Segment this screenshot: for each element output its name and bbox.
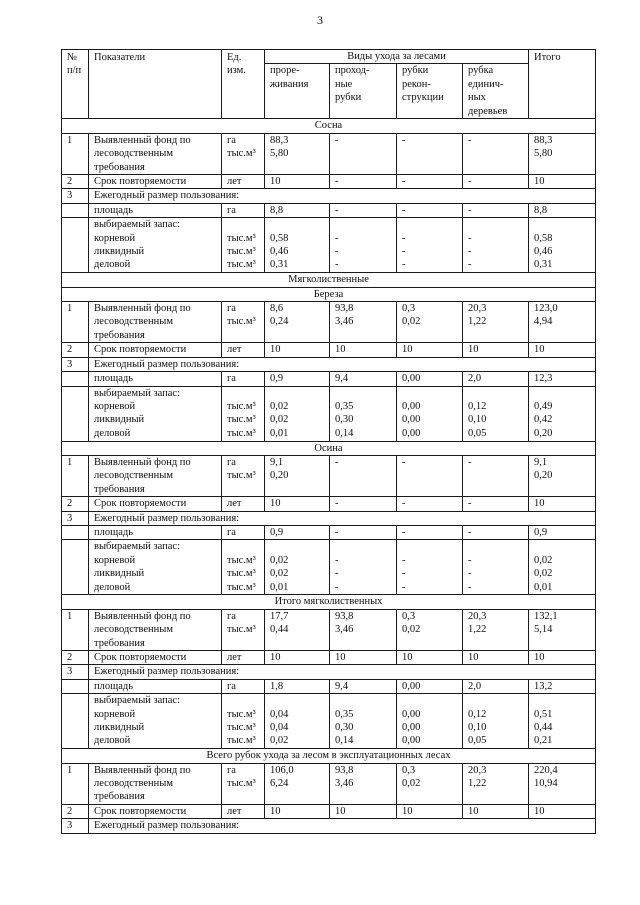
row-number: 1 [62, 133, 89, 174]
row-value: - [463, 525, 529, 539]
row-unit: лет [222, 497, 265, 511]
header-row-top [62, 50, 596, 64]
row-label: площадь [89, 372, 222, 386]
row-value: 10 [265, 804, 330, 818]
row-unit: лет [222, 804, 265, 818]
row-label: Срок повторяемости [89, 343, 222, 357]
row-value: 0,02 0,02 0,01 [265, 540, 330, 595]
row-value: 0,3 0,02 [397, 763, 463, 804]
row-value: - [330, 525, 397, 539]
table-row [62, 763, 596, 804]
row-value: 106,0 6,24 [265, 763, 330, 804]
row-value: 1,8 [265, 679, 330, 693]
row-number [62, 203, 89, 217]
row-number: 2 [62, 497, 89, 511]
row-label: выбираемый запас: корневой ликвидный деловой [89, 386, 222, 441]
row-number: 3 [62, 665, 89, 679]
row-unit: лет [222, 175, 265, 189]
table-row [62, 455, 596, 496]
section-row [62, 287, 596, 301]
row-value: 0,3 0,02 [397, 302, 463, 343]
row-total: 12,3 [529, 372, 596, 386]
row-unit: га тыс.м³ [222, 609, 265, 650]
row-value: 9,1 0,20 [265, 455, 330, 496]
row-label: площадь [89, 203, 222, 217]
row-label: выбираемый запас: корневой ликвидный деловой [89, 540, 222, 595]
row-unit: тыс.м³ тыс.м³ тыс.м³ [222, 386, 265, 441]
row-total: 9,1 0,20 [529, 455, 596, 496]
row-value: - [463, 455, 529, 496]
row-value: 8,8 [265, 203, 330, 217]
row-unit: га тыс.м³ [222, 302, 265, 343]
row-value: 0,3 0,02 [397, 609, 463, 650]
header-types-title: Виды ухода за лесами [265, 50, 529, 64]
row-value: - - - [330, 218, 397, 273]
row-label: Ежегодный размер пользования: [89, 819, 596, 833]
section-title: Итого мягколиственных [62, 595, 596, 609]
row-total: 10 [529, 650, 596, 664]
row-unit: га [222, 679, 265, 693]
header-type-passage-cutting: проход- ные рубки [330, 64, 397, 119]
row-value: - [463, 497, 529, 511]
table-row [62, 372, 596, 386]
row-unit: га [222, 525, 265, 539]
row-number: 2 [62, 650, 89, 664]
row-label: Выявленный фонд по лесоводственным требования [89, 763, 222, 804]
row-value: - [397, 133, 463, 174]
section-title: Мягколиственные [62, 273, 596, 287]
table-row [62, 650, 596, 664]
table-row [62, 386, 596, 441]
row-label: Срок повторяемости [89, 804, 222, 818]
row-number [62, 694, 89, 749]
row-value: 10 [265, 497, 330, 511]
table-row [62, 203, 596, 217]
row-value: 9,4 [330, 679, 397, 693]
row-unit: лет [222, 650, 265, 664]
page-number: 3 [317, 13, 323, 27]
row-value: 10 [330, 804, 397, 818]
row-unit: га [222, 203, 265, 217]
row-total: 8,8 [529, 203, 596, 217]
row-label: Срок повторяемости [89, 175, 222, 189]
row-unit: тыс.м³ тыс.м³ тыс.м³ [222, 694, 265, 749]
row-value: - [397, 203, 463, 217]
row-value: - [397, 497, 463, 511]
row-number [62, 372, 89, 386]
row-value: 93,8 3,46 [330, 302, 397, 343]
row-label: Выявленный фонд по лесоводственным требования [89, 609, 222, 650]
section-title: Осина [62, 441, 596, 455]
row-value: - - - [463, 540, 529, 595]
row-number: 2 [62, 343, 89, 357]
row-total: 10 [529, 497, 596, 511]
row-value: 10 [397, 343, 463, 357]
row-total: 0,58 0,46 0,31 [529, 218, 596, 273]
row-value: - [330, 497, 397, 511]
row-value: 10 [463, 343, 529, 357]
section-row [62, 273, 596, 287]
row-unit: лет [222, 343, 265, 357]
section-title: Береза [62, 287, 596, 301]
header-unit: Ед. изм. [222, 50, 265, 119]
row-number [62, 386, 89, 441]
row-number: 1 [62, 302, 89, 343]
row-total: 0,9 [529, 525, 596, 539]
annual-use-row [62, 819, 596, 833]
table-row [62, 804, 596, 818]
row-label: Ежегодный размер пользования: [89, 665, 596, 679]
header-type-single-tree: рубка единич- ных деревьев [463, 64, 529, 119]
header-num: № п/п [62, 50, 89, 119]
row-total: 10 [529, 175, 596, 189]
row-value: 10 [463, 650, 529, 664]
row-value: - [463, 203, 529, 217]
row-number: 1 [62, 763, 89, 804]
table-row [62, 133, 596, 174]
header-type-reconstruction: рубки рекон- струкции [397, 64, 463, 119]
row-value: - - - [463, 218, 529, 273]
row-value: 20,3 1,22 [463, 763, 529, 804]
row-total: 220,4 10,94 [529, 763, 596, 804]
row-value: 10 [397, 804, 463, 818]
section-title: Сосна [62, 119, 596, 133]
row-total: 132,1 5,14 [529, 609, 596, 650]
row-value: 10 [265, 175, 330, 189]
row-value: 0,00 [397, 679, 463, 693]
row-value: - [463, 133, 529, 174]
row-value: 10 [265, 650, 330, 664]
row-value: 10 [265, 343, 330, 357]
row-value: 0,04 0,04 0,02 [265, 694, 330, 749]
row-unit: га [222, 372, 265, 386]
section-row [62, 441, 596, 455]
row-value: 0,00 [397, 372, 463, 386]
row-value: 0,02 0,02 0,01 [265, 386, 330, 441]
row-number: 1 [62, 609, 89, 650]
header-type-thinning: проре- живания [265, 64, 330, 119]
section-row [62, 595, 596, 609]
section-title: Всего рубок ухода за лесом в эксплуатационных лесах [62, 749, 596, 763]
table-row [62, 609, 596, 650]
row-value: 0,00 0,00 0,00 [397, 386, 463, 441]
table-row [62, 540, 596, 595]
row-value: - [397, 525, 463, 539]
table-row [62, 497, 596, 511]
row-number [62, 525, 89, 539]
row-label: Ежегодный размер пользования: [89, 511, 596, 525]
row-total: 0,49 0,42 0,20 [529, 386, 596, 441]
annual-use-row [62, 189, 596, 203]
row-value: 20,3 1,22 [463, 302, 529, 343]
row-total: 88,3 5,80 [529, 133, 596, 174]
row-value: 93,8 3,46 [330, 763, 397, 804]
row-number: 3 [62, 357, 89, 371]
row-label: выбираемый запас: корневой ликвидный деловой [89, 694, 222, 749]
annual-use-row [62, 511, 596, 525]
table-row [62, 525, 596, 539]
row-number: 2 [62, 804, 89, 818]
row-unit: тыс.м³ тыс.м³ тыс.м³ [222, 540, 265, 595]
table-row [62, 302, 596, 343]
row-value: 0,12 0,10 0,05 [463, 386, 529, 441]
table-row [62, 218, 596, 273]
row-value: - - - [330, 540, 397, 595]
row-total: 10 [529, 343, 596, 357]
row-value: - [397, 455, 463, 496]
row-value: 0,58 0,46 0,31 [265, 218, 330, 273]
table-row [62, 175, 596, 189]
row-value: 17,7 0,44 [265, 609, 330, 650]
row-label: Выявленный фонд по лесоводственным требования [89, 133, 222, 174]
row-value: - [330, 133, 397, 174]
row-value: - [463, 175, 529, 189]
row-total: 0,51 0,44 0,21 [529, 694, 596, 749]
row-value: - - - [397, 540, 463, 595]
table-row [62, 343, 596, 357]
row-value: 0,12 0,10 0,05 [463, 694, 529, 749]
row-value: - [330, 455, 397, 496]
row-unit: га тыс.м³ [222, 763, 265, 804]
row-value: - [397, 175, 463, 189]
row-value: 8,6 0,24 [265, 302, 330, 343]
row-value: 0,9 [265, 525, 330, 539]
row-value: 0,35 0,30 0,14 [330, 694, 397, 749]
row-value: 10 [330, 343, 397, 357]
row-value: 0,00 0,00 0,00 [397, 694, 463, 749]
row-value: 2,0 [463, 372, 529, 386]
row-value: 9,4 [330, 372, 397, 386]
row-value: - - - [397, 218, 463, 273]
section-row [62, 749, 596, 763]
row-total: 13,2 [529, 679, 596, 693]
annual-use-row [62, 665, 596, 679]
row-value: - [330, 203, 397, 217]
row-unit: тыс.м³ тыс.м³ тыс.м³ [222, 218, 265, 273]
row-value: 20,3 1,22 [463, 609, 529, 650]
row-number: 3 [62, 511, 89, 525]
row-number [62, 679, 89, 693]
annual-use-row [62, 357, 596, 371]
row-number: 3 [62, 189, 89, 203]
header-indicators: Показатели [89, 50, 222, 119]
row-label: Выявленный фонд по лесоводственным требования [89, 455, 222, 496]
row-label: Ежегодный размер пользования: [89, 357, 596, 371]
row-value: 0,9 [265, 372, 330, 386]
table-row [62, 679, 596, 693]
section-row [62, 119, 596, 133]
row-value: 93,8 3,46 [330, 609, 397, 650]
row-total: 10 [529, 804, 596, 818]
row-label: площадь [89, 679, 222, 693]
row-number [62, 540, 89, 595]
row-number: 3 [62, 819, 89, 833]
row-value: - [330, 175, 397, 189]
row-label: Срок повторяемости [89, 497, 222, 511]
row-label: выбираемый запас: корневой ликвидный деловой [89, 218, 222, 273]
row-value: 10 [330, 650, 397, 664]
row-value: 2,0 [463, 679, 529, 693]
row-number: 1 [62, 455, 89, 496]
row-total: 123,0 4,94 [529, 302, 596, 343]
forest-care-table [61, 49, 596, 834]
row-value: 88,3 5,80 [265, 133, 330, 174]
table-row [62, 694, 596, 749]
row-unit: га тыс.м³ [222, 455, 265, 496]
row-value: 0,35 0,30 0,14 [330, 386, 397, 441]
row-value: 10 [463, 804, 529, 818]
row-number [62, 218, 89, 273]
row-label: площадь [89, 525, 222, 539]
row-value: 10 [397, 650, 463, 664]
row-label: Ежегодный размер пользования: [89, 189, 596, 203]
row-number: 2 [62, 175, 89, 189]
header-total: Итого [529, 50, 596, 119]
row-label: Срок повторяемости [89, 650, 222, 664]
row-label: Выявленный фонд по лесоводственным требования [89, 302, 222, 343]
row-unit: га тыс.м³ [222, 133, 265, 174]
row-total: 0,02 0,02 0,01 [529, 540, 596, 595]
